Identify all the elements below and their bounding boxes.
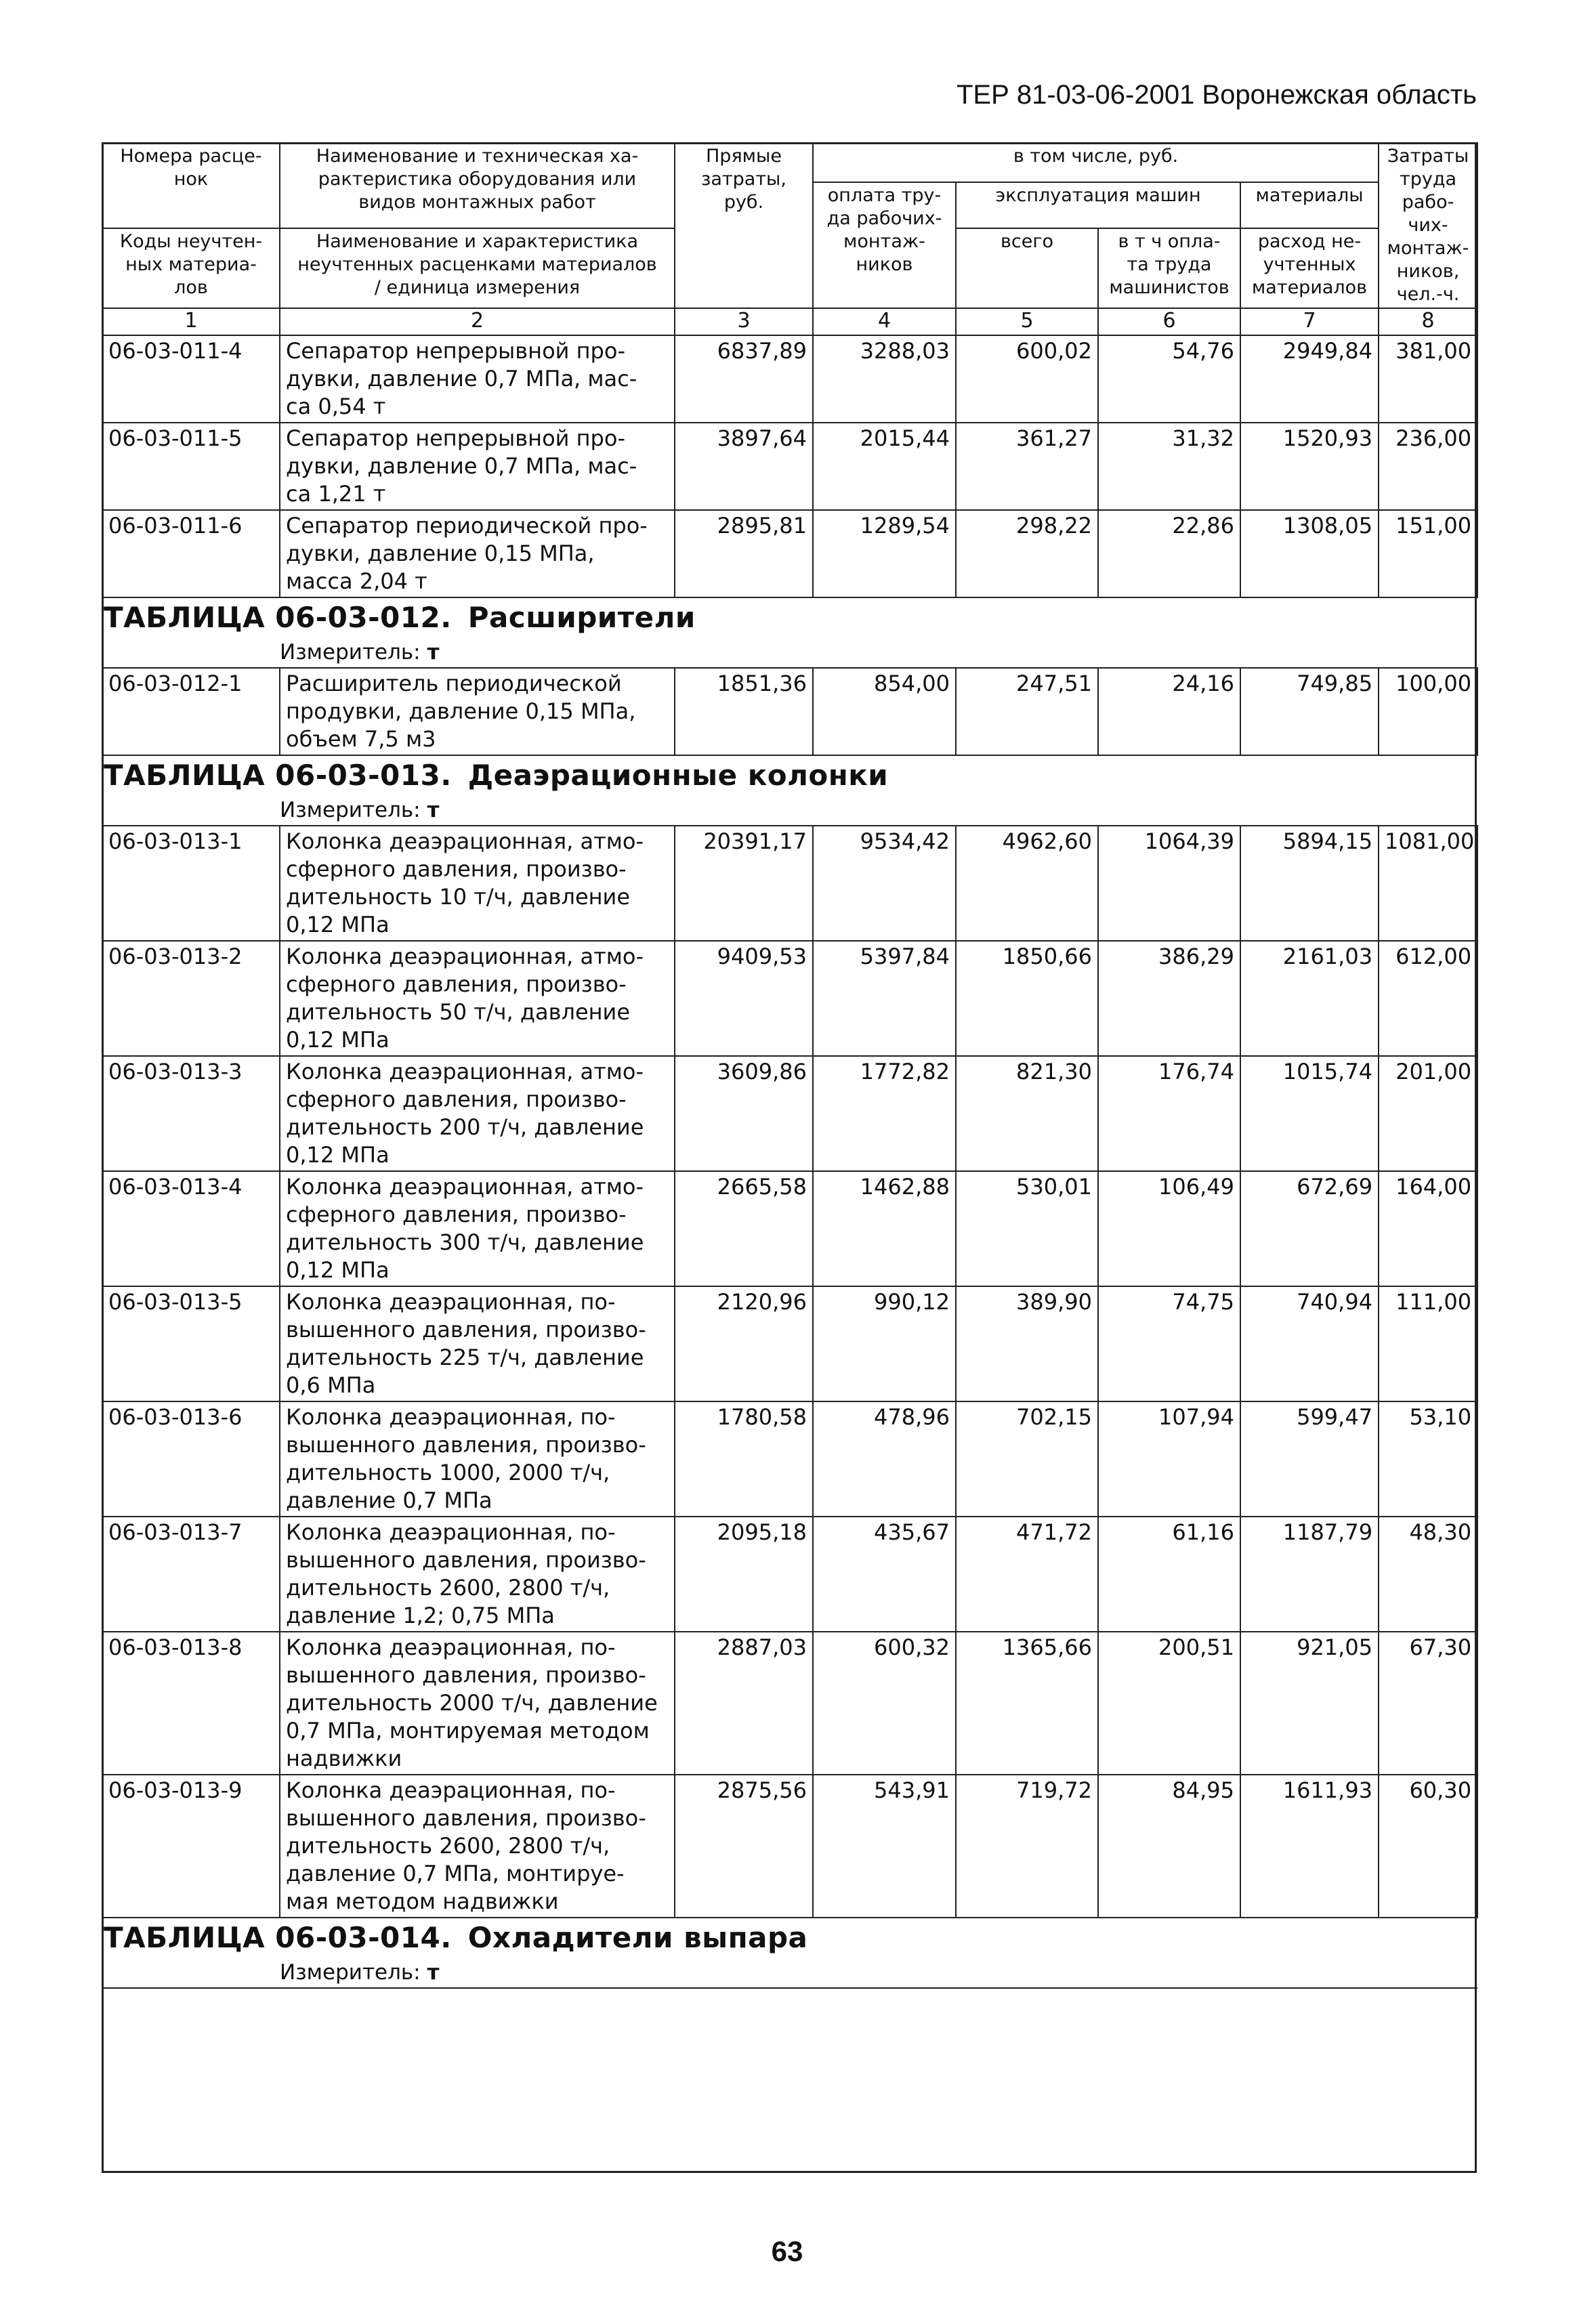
direct-costs-value: 2120,96 — [675, 1286, 813, 1401]
labor-hours-value: 164,00 — [1379, 1171, 1477, 1286]
text-line: давление 0,7 МПа, монтируе- — [286, 1861, 625, 1886]
machinist-pay-value: 1064,39 — [1098, 826, 1240, 941]
rate-code: 06-03-013-2 — [102, 941, 280, 1056]
text-line: дувки, давление 0,7 МПа, мас- — [286, 453, 637, 479]
section-number: 06-03-012. — [275, 601, 452, 634]
text-line: Колонка деаэрационная, по- — [286, 1634, 616, 1660]
head-rate-numbers — [102, 143, 280, 228]
head-materials: материалы — [1240, 182, 1379, 228]
labor-hours-value: 100,00 — [1379, 668, 1477, 755]
text-line: машинистов — [1109, 277, 1230, 298]
rate-description-lines — [286, 1777, 669, 1916]
machinist-pay-value: 84,95 — [1098, 1775, 1240, 1918]
text-line: дительность 225 т/ч, давление — [286, 1345, 644, 1370]
column-number: 2 — [280, 308, 675, 335]
rate-code: 06-03-013-7 — [102, 1517, 280, 1632]
head-direct-costs — [675, 143, 813, 308]
section-name: Охладители выпара — [467, 1921, 808, 1954]
worker-pay-value: 1462,88 — [813, 1171, 956, 1286]
text-line: в т ч опла- — [1118, 231, 1221, 252]
labor-hours-value: 67,30 — [1379, 1632, 1477, 1775]
rate-description-lines — [286, 1519, 669, 1630]
text-line: Колонка деаэрационная, по- — [286, 1404, 616, 1430]
machinist-pay-value: 54,76 — [1098, 335, 1240, 423]
text-line: / единица измерения — [374, 277, 581, 298]
text-line: монтаж- — [843, 231, 925, 252]
rate-code: 06-03-013-8 — [102, 1632, 280, 1775]
worker-pay-value: 600,32 — [813, 1632, 956, 1775]
machines-total-value: 600,02 — [956, 335, 1098, 423]
labor-hours-value: 612,00 — [1379, 941, 1477, 1056]
worker-pay-value: 543,91 — [813, 1775, 956, 1918]
materials-value: 749,85 — [1240, 668, 1379, 755]
labor-hours-value: 236,00 — [1379, 423, 1477, 510]
labor-hours-value: 1081,00 — [1379, 826, 1477, 941]
table-row — [102, 1056, 1477, 1171]
table-row — [102, 1286, 1477, 1401]
head-labor-hours — [1379, 143, 1477, 308]
head-col6-lines — [1104, 230, 1234, 299]
rate-description-lines — [286, 670, 669, 753]
machines-total-value: 719,72 — [956, 1775, 1098, 1918]
column-number-row — [102, 308, 1477, 335]
head-col1-bottom-lines — [108, 230, 274, 299]
head-col7-lines — [1246, 230, 1372, 299]
rate-description — [280, 1171, 675, 1286]
column-number: 4 — [813, 308, 956, 335]
head-col1-top-lines — [108, 145, 274, 191]
machinist-pay-value: 176,74 — [1098, 1056, 1240, 1171]
section-number: 06-03-013. — [275, 759, 452, 792]
text-line: дительность 2000 т/ч, давление — [286, 1690, 658, 1716]
worker-pay-value: 854,00 — [813, 668, 956, 755]
column-number: 7 — [1240, 308, 1379, 335]
materials-value: 1308,05 — [1240, 510, 1379, 597]
text-line: лов — [174, 277, 208, 298]
machinist-pay-value: 200,51 — [1098, 1632, 1240, 1775]
rate-description-lines — [286, 1173, 669, 1284]
text-line: 0,12 МПа — [286, 1027, 390, 1053]
machines-total-value: 389,90 — [956, 1286, 1098, 1401]
text-line: сферного давления, произво- — [286, 856, 627, 882]
rate-description — [280, 423, 675, 510]
text-line: 0,12 МПа — [286, 1257, 390, 1283]
rate-description-lines — [286, 1058, 669, 1169]
rate-description-lines — [286, 828, 669, 939]
text-line: ников, — [1396, 261, 1460, 282]
machinist-pay-value: 106,49 — [1098, 1171, 1240, 1286]
machines-total-value: 702,15 — [956, 1401, 1098, 1517]
text-line: Колонка деаэрационная, атмо- — [286, 944, 644, 969]
text-line: дительность 2600, 2800 т/ч, — [286, 1833, 610, 1859]
rate-description — [280, 510, 675, 597]
machinist-pay-value: 24,16 — [1098, 668, 1240, 755]
text-line: труда — [1400, 169, 1457, 190]
head-worker-pay — [813, 182, 956, 308]
column-number: 5 — [956, 308, 1098, 335]
section-header-cell — [102, 1918, 1477, 1988]
column-number: 6 — [1098, 308, 1240, 335]
rate-code: 06-03-013-4 — [102, 1171, 280, 1286]
worker-pay-value: 2015,44 — [813, 423, 956, 510]
section-header-row — [102, 1918, 1477, 1988]
rate-code: 06-03-011-5 — [102, 423, 280, 510]
text-line: 0,12 МПа — [286, 1142, 390, 1168]
direct-costs-value: 3897,64 — [675, 423, 813, 510]
head-material-codes — [102, 228, 280, 308]
machines-total-value: 821,30 — [956, 1056, 1098, 1171]
direct-costs-value: 2665,58 — [675, 1171, 813, 1286]
text-line: затраты, — [701, 169, 786, 190]
table-row — [102, 1171, 1477, 1286]
machines-total-value: 471,72 — [956, 1517, 1098, 1632]
text-line: надвижки — [286, 1746, 402, 1771]
rate-description — [280, 1056, 675, 1171]
rate-description — [280, 335, 675, 423]
head-material-name — [280, 228, 675, 308]
text-line: Сепаратор непрерывной про- — [286, 425, 625, 451]
machines-total-value: 4962,60 — [956, 826, 1098, 941]
machines-total-value: 247,51 — [956, 668, 1098, 755]
rate-description — [280, 668, 675, 755]
machinist-pay-value: 61,16 — [1098, 1517, 1240, 1632]
text-line: Сепаратор непрерывной про- — [286, 338, 625, 364]
materials-value: 1611,93 — [1240, 1775, 1379, 1918]
text-line: ников — [856, 254, 913, 275]
worker-pay-value: 478,96 — [813, 1401, 956, 1517]
text-line: вышенного давления, произво- — [286, 1662, 646, 1688]
text-line: сферного давления, произво- — [286, 1086, 627, 1112]
text-line: са 1,21 т — [286, 481, 386, 507]
text-line: вышенного давления, произво- — [286, 1805, 646, 1831]
text-line: вышенного давления, произво- — [286, 1432, 646, 1458]
head-col3-lines — [681, 145, 807, 214]
text-line: видов монтажных работ — [358, 192, 596, 213]
labor-hours-value: 111,00 — [1379, 1286, 1477, 1401]
text-line: продувки, давление 0,15 МПа, — [286, 698, 636, 724]
direct-costs-value: 1851,36 — [675, 668, 813, 755]
rate-description-lines — [286, 1634, 669, 1773]
text-line: расход не- — [1257, 231, 1362, 252]
section-title — [102, 1918, 1477, 1958]
table-row — [102, 1517, 1477, 1632]
meter-label: Измеритель: — [280, 1960, 421, 1985]
text-line: оплата тру- — [827, 185, 942, 206]
labor-hours-value: 201,00 — [1379, 1056, 1477, 1171]
machinist-pay-value: 386,29 — [1098, 941, 1240, 1056]
section-label: ТАБЛИЦА — [104, 759, 266, 792]
section-name: Деаэрационные колонки — [467, 759, 889, 792]
table-row — [102, 1632, 1477, 1775]
rates-table — [102, 142, 1478, 1989]
text-line: дувки, давление 0,7 МПа, мас- — [286, 366, 637, 392]
materials-value: 2949,84 — [1240, 335, 1379, 423]
worker-pay-value: 3288,03 — [813, 335, 956, 423]
machinist-pay-value: 22,86 — [1098, 510, 1240, 597]
direct-costs-value: 2875,56 — [675, 1775, 813, 1918]
text-line: дительность 1000, 2000 т/ч, — [286, 1460, 610, 1485]
text-line: та труда — [1127, 254, 1212, 275]
rate-code: 06-03-013-6 — [102, 1401, 280, 1517]
section-label: ТАБЛИЦА — [104, 1921, 266, 1954]
rate-description-lines — [286, 337, 669, 421]
text-line: рактеристика оборудования или — [318, 169, 637, 190]
text-line: ных материа- — [125, 254, 257, 275]
section-header-cell — [102, 597, 1477, 668]
text-line: вышенного давления, произво- — [286, 1317, 646, 1343]
rate-code: 06-03-011-6 — [102, 510, 280, 597]
text-line: учтенных — [1263, 254, 1356, 275]
text-line: Расширитель периодической — [286, 671, 622, 696]
rate-description — [280, 1775, 675, 1918]
machines-total-value: 530,01 — [956, 1171, 1098, 1286]
worker-pay-value: 1289,54 — [813, 510, 956, 597]
direct-costs-value: 20391,17 — [675, 826, 813, 941]
head-machines: эксплуатация машин — [956, 182, 1240, 228]
text-line: давление 0,7 МПа — [286, 1487, 492, 1513]
rate-description-lines — [286, 1288, 669, 1399]
text-line: дительность 50 т/ч, давление — [286, 999, 631, 1025]
rate-description-lines — [286, 943, 669, 1054]
labor-hours-value: 53,10 — [1379, 1401, 1477, 1517]
worker-pay-value: 9534,42 — [813, 826, 956, 941]
text-line: Колонка деаэрационная, атмо- — [286, 1059, 644, 1084]
table-row — [102, 1775, 1477, 1918]
meter-label: Измеритель: — [280, 640, 421, 664]
section-title — [102, 598, 1477, 637]
section-name: Расширители — [467, 601, 696, 634]
rate-description — [280, 1632, 675, 1775]
rate-description-lines — [286, 1403, 669, 1515]
head-material-usage — [1240, 228, 1379, 308]
section-label: ТАБЛИЦА — [104, 601, 266, 634]
machines-total-value: 298,22 — [956, 510, 1098, 597]
direct-costs-value: 3609,86 — [675, 1056, 813, 1171]
column-number: 1 — [102, 308, 280, 335]
table-body — [102, 335, 1477, 1988]
section-meter — [102, 795, 1477, 825]
worker-pay-value: 5397,84 — [813, 941, 956, 1056]
head-col8-lines — [1385, 145, 1471, 306]
materials-value: 1187,79 — [1240, 1517, 1379, 1632]
labor-hours-value: 381,00 — [1379, 335, 1477, 423]
table-head — [102, 143, 1477, 335]
text-line: масса 2,04 т — [286, 568, 427, 594]
text-line: Прямые — [706, 146, 782, 167]
text-line: вышенного давления, произво- — [286, 1547, 646, 1573]
column-number: 8 — [1379, 308, 1477, 335]
head-col4-lines — [819, 184, 950, 276]
materials-value: 740,94 — [1240, 1286, 1379, 1401]
worker-pay-value: 990,12 — [813, 1286, 956, 1401]
machinist-pay-value: 107,94 — [1098, 1401, 1240, 1517]
direct-costs-value: 2895,81 — [675, 510, 813, 597]
head-work-name — [280, 143, 675, 228]
section-meter — [102, 1958, 1477, 1987]
worker-pay-value: 435,67 — [813, 1517, 956, 1632]
text-line: Колонка деаэрационная, по- — [286, 1777, 616, 1803]
machines-total-value: 1365,66 — [956, 1632, 1098, 1775]
text-line: Сепаратор периодической про- — [286, 513, 648, 538]
table-row — [102, 1401, 1477, 1517]
meter-unit: т — [427, 798, 440, 822]
text-line: Наименование и техническая ха- — [316, 146, 639, 167]
rate-code: 06-03-012-1 — [102, 668, 280, 755]
text-line: материалов — [1251, 277, 1368, 298]
table-row — [102, 510, 1477, 597]
table-row — [102, 335, 1477, 423]
text-line: руб. — [723, 192, 764, 213]
materials-value: 921,05 — [1240, 1632, 1379, 1775]
materials-value: 1015,74 — [1240, 1056, 1379, 1171]
head-col2-top-lines — [286, 145, 669, 214]
text-line: рабо- — [1402, 192, 1454, 213]
direct-costs-value: 1780,58 — [675, 1401, 813, 1517]
labor-hours-value: 151,00 — [1379, 510, 1477, 597]
text-line: мая методом надвижки — [286, 1888, 559, 1914]
rate-description-lines — [286, 425, 669, 508]
column-number: 3 — [675, 308, 813, 335]
rate-code: 06-03-013-5 — [102, 1286, 280, 1401]
rate-code: 06-03-013-1 — [102, 826, 280, 941]
text-line: дительность 10 т/ч, давление — [286, 884, 631, 910]
rate-description — [280, 1401, 675, 1517]
machines-total-value: 1850,66 — [956, 941, 1098, 1056]
machinist-pay-value: 31,32 — [1098, 423, 1240, 510]
materials-value: 5894,15 — [1240, 826, 1379, 941]
rate-description — [280, 941, 675, 1056]
rate-description-lines — [286, 512, 669, 595]
meter-label: Измеритель: — [280, 798, 421, 822]
text-line: монтаж- — [1387, 238, 1469, 259]
text-line: дительность 200 т/ч, давление — [286, 1114, 644, 1140]
rate-code: 06-03-013-9 — [102, 1775, 280, 1918]
text-line: сферного давления, произво- — [286, 971, 627, 997]
text-line: Колонка деаэрационная, атмо- — [286, 1174, 644, 1200]
head-col2-bottom-lines — [286, 230, 669, 299]
text-line: неучтенных расценками материалов — [297, 254, 657, 275]
text-line: Колонка деаэрационная, по- — [286, 1289, 616, 1315]
text-line: 0,12 МПа — [286, 912, 390, 937]
text-line: дувки, давление 0,15 МПа, — [286, 541, 595, 566]
section-header-row — [102, 597, 1477, 668]
text-line: дительность 300 т/ч, давление — [286, 1229, 644, 1255]
text-line: 0,6 МПа — [286, 1372, 376, 1398]
meter-unit: т — [427, 640, 440, 664]
text-line: Номера расце- — [120, 146, 262, 167]
text-line: сферного давления, произво- — [286, 1202, 627, 1227]
rate-description — [280, 826, 675, 941]
section-number: 06-03-014. — [275, 1921, 452, 1954]
text-line: дительность 2600, 2800 т/ч, — [286, 1575, 610, 1601]
rate-description — [280, 1286, 675, 1401]
direct-costs-value: 2095,18 — [675, 1517, 813, 1632]
text-line: Наименование и характеристика — [316, 231, 639, 252]
text-line: нок — [173, 169, 209, 190]
text-line: Колонка деаэрационная, по- — [286, 1519, 616, 1545]
direct-costs-value: 9409,53 — [675, 941, 813, 1056]
text-line: 0,7 МПа, монтируемая методом — [286, 1718, 650, 1744]
machines-total-value: 361,27 — [956, 423, 1098, 510]
text-line: объем 7,5 м3 — [286, 726, 436, 752]
machinist-pay-value: 74,75 — [1098, 1286, 1240, 1401]
section-header-row — [102, 755, 1477, 826]
head-machines-total: всего — [956, 228, 1098, 308]
text-line: давление 1,2; 0,75 МПа — [286, 1603, 555, 1628]
materials-value: 2161,03 — [1240, 941, 1379, 1056]
table-row — [102, 423, 1477, 510]
direct-costs-value: 6837,89 — [675, 335, 813, 423]
rate-code: 06-03-013-3 — [102, 1056, 280, 1171]
materials-value: 1520,93 — [1240, 423, 1379, 510]
table-row — [102, 668, 1477, 755]
worker-pay-value: 1772,82 — [813, 1056, 956, 1171]
text-line: Коды неучтен- — [119, 231, 263, 252]
text-line: Затраты — [1387, 146, 1469, 167]
materials-value: 599,47 — [1240, 1401, 1379, 1517]
table-row — [102, 826, 1477, 941]
head-machinist-pay — [1098, 228, 1240, 308]
document-header: ТЕР 81-03-06-2001 Воронежская область — [956, 80, 1477, 110]
meter-unit: т — [427, 1960, 440, 1985]
text-line: чих- — [1408, 215, 1448, 236]
table-row — [102, 941, 1477, 1056]
text-line: да рабочих- — [826, 208, 942, 229]
direct-costs-value: 2887,03 — [675, 1632, 813, 1775]
section-header-cell — [102, 755, 1477, 826]
rate-description — [280, 1517, 675, 1632]
head-including: в том числе, руб. — [813, 143, 1379, 182]
text-line: чел.-ч. — [1396, 284, 1460, 305]
page-number: 63 — [771, 2235, 803, 2267]
section-title — [102, 756, 1477, 795]
rate-code: 06-03-011-4 — [102, 335, 280, 423]
labor-hours-value: 60,30 — [1379, 1775, 1477, 1918]
text-line: Колонка деаэрационная, атмо- — [286, 828, 644, 854]
materials-value: 672,69 — [1240, 1171, 1379, 1286]
labor-hours-value: 48,30 — [1379, 1517, 1477, 1632]
section-meter — [102, 637, 1477, 667]
text-line: са 0,54 т — [286, 394, 386, 419]
